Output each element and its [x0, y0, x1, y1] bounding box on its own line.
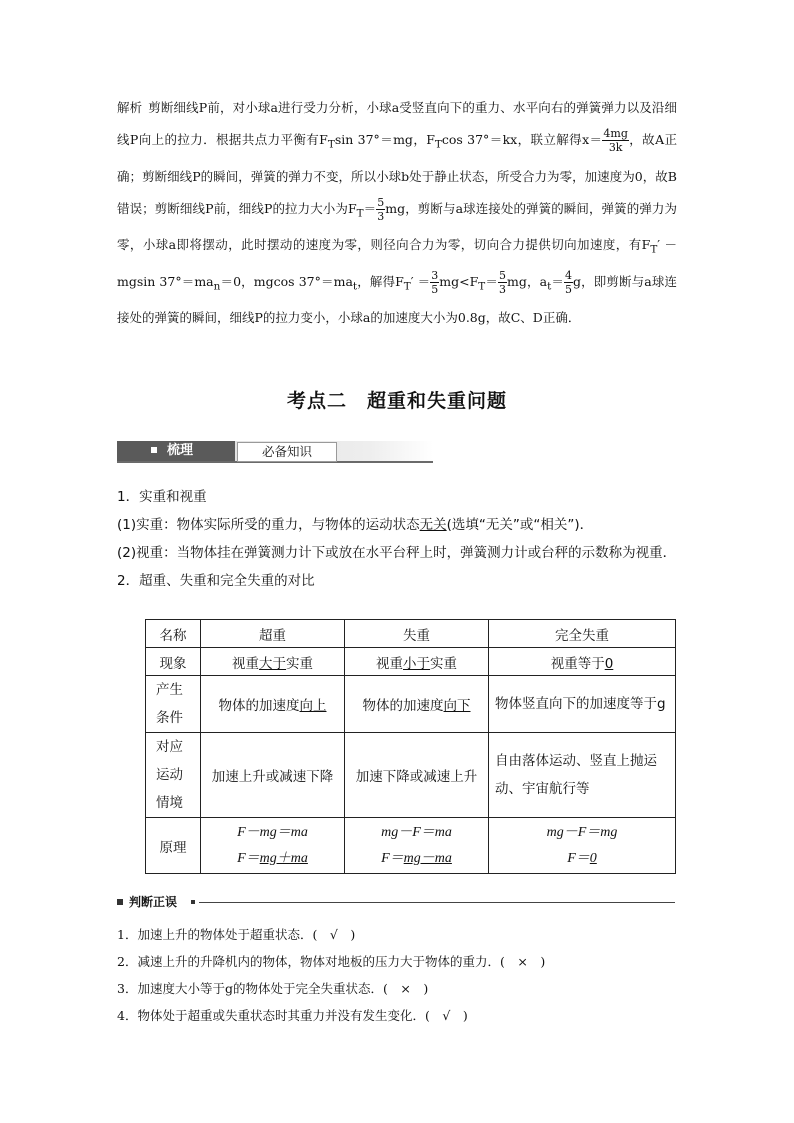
- cell-text: 视重: [376, 655, 403, 672]
- judge-item: [117, 975, 687, 1002]
- comparison-table: [145, 619, 676, 874]
- table-cell: 加速下降或减速上升: [345, 733, 489, 818]
- cell-text: 物体的加速度: [362, 698, 444, 714]
- judge-text: ): [410, 981, 429, 996]
- table-cell: [489, 818, 676, 874]
- answer-blank: 向下: [443, 698, 471, 714]
- square-bullet-icon: [117, 899, 123, 905]
- analysis-label: 解析: [117, 100, 143, 115]
- table-cell: [345, 818, 489, 874]
- table-header-cell: 超重: [201, 620, 345, 648]
- analysis-text: mg<F: [439, 273, 479, 289]
- subscript: T: [478, 280, 486, 292]
- formula-line: [349, 846, 484, 872]
- judge-heading: 判断正误: [129, 895, 178, 909]
- table-cell: [201, 648, 345, 676]
- analysis-text: sin 37°＝mg，F: [334, 132, 435, 147]
- bar-dark-tab: [117, 441, 235, 461]
- analysis-text: ′ －mgsin 37°＝ma: [117, 237, 677, 289]
- cell-text: 物体的加速度: [218, 698, 300, 714]
- analysis-text: 剪断细线P前，对小球a进行受力分析，小球a受竖直向下的重力、水平向右的弹簧弹力以及沿细线P向上的拉力．根据共点力平衡有F: [117, 100, 677, 147]
- judge-text: ): [450, 1008, 468, 1023]
- subscript: t: [352, 280, 358, 292]
- concept-heading-1: 1．实重和视重: [117, 489, 207, 505]
- subscript: n: [213, 280, 221, 292]
- judge-item: [117, 1002, 687, 1029]
- judge-text: 2．减速上升的升降机内的物体，物体对地板的压力大于物体的重力．(: [117, 954, 518, 969]
- analysis-text: ，解得F: [357, 273, 404, 289]
- formula-line: [205, 846, 340, 872]
- analysis-text: g，即剪断与a球连接处的弹簧的瞬间，细线P的拉力变小，小球a的加速度大小为0.8g，故C、D正确．: [117, 273, 677, 325]
- subscript: T: [650, 243, 658, 256]
- analysis-text: ＝: [485, 273, 498, 289]
- subscript: T: [434, 138, 442, 151]
- judge-text: 1．加速上升的物体处于超重状态．(: [117, 927, 330, 942]
- fraction-numerator: 5: [499, 268, 506, 282]
- fraction-numerator: 5: [377, 195, 385, 209]
- table-row: [146, 676, 676, 733]
- answer-blank: 无关: [419, 517, 447, 533]
- formula-line: mg－F＝mg: [546, 824, 618, 840]
- concept-heading-2: 2．超重、失重和完全失重的对比: [117, 573, 315, 589]
- table-header-cell: 完全失重: [489, 620, 676, 648]
- subscript: T: [327, 138, 335, 151]
- fraction-denominator: 3k: [608, 141, 623, 154]
- table-cell: [201, 676, 345, 733]
- judge-text: 4．物体处于超重或失重状态时其重力并没有发生变化．(: [117, 1008, 443, 1023]
- fraction: [376, 196, 385, 223]
- subscript: t: [547, 280, 552, 292]
- fraction: [602, 127, 628, 154]
- analysis-paragraph: [117, 92, 677, 334]
- cell-text: 实重: [286, 655, 313, 672]
- check-mark: √: [329, 927, 338, 942]
- cell-text: 视重: [232, 655, 259, 672]
- analysis-text: ，故A正确；剪断细线P的瞬间，弹簧的弹力不变，所以小球b处于静止状态，所受合力为零，加速度为0，故B错误；剪断细线P前，细线P的拉力大小为F: [117, 132, 677, 216]
- row-label: 对应运动情境: [146, 733, 201, 818]
- row-label: 现象: [146, 648, 201, 676]
- table-row: [146, 733, 676, 818]
- table-header-cell: 名称: [146, 620, 201, 648]
- table-row: [146, 818, 676, 874]
- judge-text: 3．加速度大小等于g的物体处于完全失重状态．(: [117, 981, 401, 996]
- table-cell: [489, 648, 676, 676]
- fraction-numerator: 3: [431, 268, 439, 282]
- answer-blank: mg－ma: [403, 850, 452, 866]
- row-label: 产生条件: [146, 676, 201, 733]
- judge-text: ): [337, 927, 356, 942]
- fraction: [498, 269, 507, 296]
- judge-text: ): [527, 954, 546, 969]
- fraction-denominator: 5: [431, 282, 439, 296]
- fraction-numerator: 4mg: [603, 127, 628, 140]
- table-cell: [345, 676, 489, 733]
- concept-text: (选填“无关”或“相关”)．: [446, 517, 594, 533]
- judge-list: [117, 921, 687, 1029]
- table-cell: 自由落体运动、竖直上抛运动、宇宙航行等: [489, 733, 676, 818]
- judge-item: [117, 948, 687, 975]
- formula-text: F＝: [237, 850, 260, 866]
- concept-paragraph-2: (2)视重：当物体挂在弹簧测力计下或放在水平台秤上时，弹簧测力计或台秤的示数称为视重．: [117, 545, 677, 561]
- answer-blank: mg＋ma: [259, 850, 308, 866]
- cell-text: 实重: [430, 655, 457, 672]
- table-cell: 加速上升或减速下降: [201, 733, 345, 818]
- analysis-text: mg，剪断与a球连接处的弹簧的瞬间，弹簧的弹力为零，小球a即将摆动，此时摆动的速度为零，则径向合力为零，切向合力提供切向加速度，有F: [117, 200, 677, 252]
- analysis-text: ′ ＝: [410, 273, 431, 289]
- table-cell: [345, 648, 489, 676]
- fraction-denominator: 3: [377, 209, 385, 223]
- answer-blank: 0: [604, 655, 614, 672]
- fraction: [430, 269, 439, 296]
- answer-blank: 小于: [403, 655, 430, 672]
- analysis-text: ＝: [363, 200, 377, 216]
- table-cell: [201, 818, 345, 874]
- section-bar: [117, 441, 433, 463]
- judge-item: [117, 921, 687, 948]
- answer-blank: 向上: [299, 698, 327, 714]
- analysis-text: x＝: [582, 132, 603, 147]
- heading-rule: [199, 902, 675, 903]
- concept-text: (1)实重：物体实际所受的重力，与物体的运动状态: [117, 517, 420, 533]
- fraction-numerator: 4: [565, 268, 572, 282]
- square-bullet-icon: [151, 447, 157, 453]
- analysis-text: ＝: [551, 273, 564, 289]
- subscript: T: [356, 207, 364, 219]
- answer-blank: 0: [589, 850, 597, 866]
- table-row: [146, 648, 676, 676]
- answer-blank: 大于: [259, 655, 286, 672]
- concept-paragraph-1: [117, 511, 679, 539]
- analysis-text: cos 37°＝kx，联立解得: [441, 132, 583, 147]
- analysis-text: mg，a: [507, 273, 548, 289]
- fraction: [564, 269, 573, 296]
- subscript: T: [403, 280, 411, 292]
- formula-text: F＝: [381, 850, 404, 866]
- table-cell: 物体竖直向下的加速度等于g: [489, 676, 676, 733]
- fraction-denominator: 5: [565, 282, 572, 296]
- concepts-block: [117, 483, 679, 595]
- cell-text: 视重等于: [550, 655, 605, 672]
- bar-light-tab: 必备知识: [237, 442, 337, 462]
- cross-mark: ×: [400, 981, 411, 996]
- formula-line: F－mg＝ma: [237, 824, 308, 840]
- cross-mark: ×: [517, 954, 528, 969]
- table-header-cell: 失重: [345, 620, 489, 648]
- formula-line: mg－F＝ma: [381, 824, 452, 840]
- analysis-text: ＝0，mgcos 37°＝ma: [220, 273, 353, 289]
- small-square-icon: [191, 900, 195, 904]
- formula-text: F＝: [567, 850, 590, 866]
- row-label: 原理: [146, 818, 201, 874]
- judge-heading-bar: [117, 893, 677, 911]
- fraction-denominator: 3: [499, 282, 506, 296]
- bar-dark-label: 梳理: [167, 443, 194, 458]
- analysis-block: [117, 92, 677, 334]
- section-title: 考点二 超重和失重问题: [286, 390, 507, 412]
- check-mark: √: [442, 1008, 451, 1023]
- table-header-row: [146, 620, 676, 648]
- formula-line: [493, 846, 671, 872]
